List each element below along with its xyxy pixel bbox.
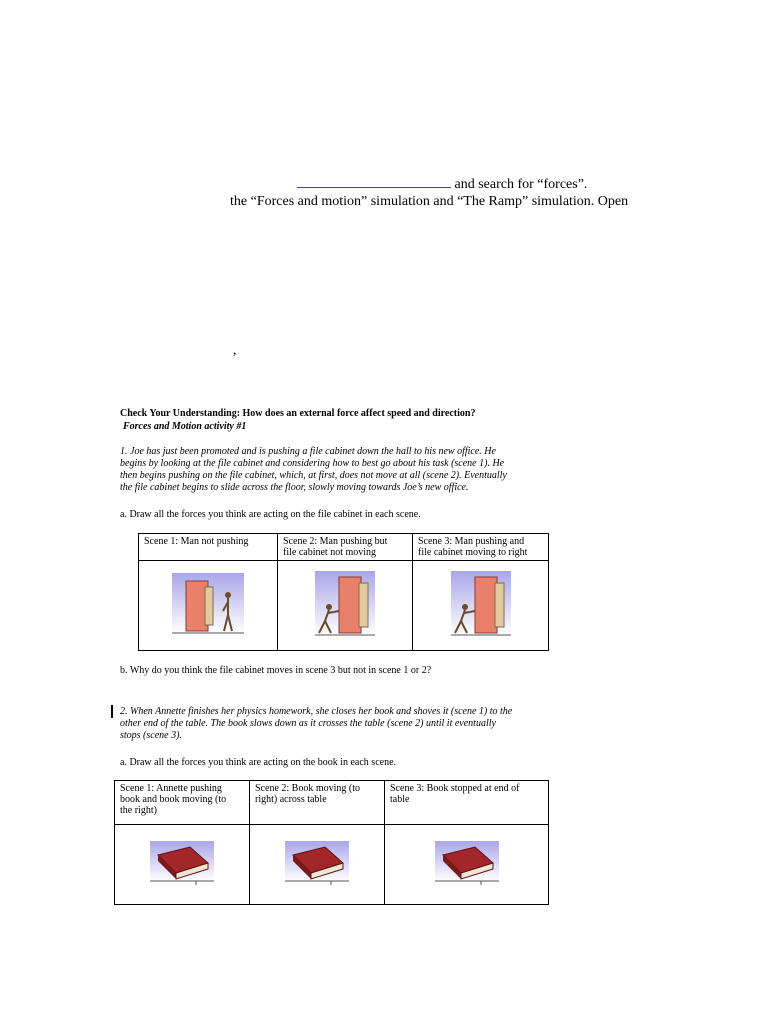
q1-header-text: file cabinet moving to right (418, 547, 528, 558)
q2-text-line: stops (scene 3). (120, 730, 182, 741)
q1-image-cell-1 (139, 561, 278, 651)
q1-header-scene-1 (139, 534, 278, 561)
q1-text-line: then begins pushing on the file cabinet, which, at first, does not move at all (scene 2). Eventually (120, 470, 507, 481)
q2-text (120, 706, 512, 742)
q1-header-text: Scene 3: Man pushing and (418, 536, 525, 547)
q2-image-cell-1 (115, 825, 250, 905)
q1-scene-table (138, 533, 549, 651)
q2-part-a: a. Draw all the forces you think are acting on the book in each scene. (120, 757, 397, 768)
intro-line-1-text: and search for “forces”. (454, 177, 588, 192)
q1-text-line: 1. Joe has just been promoted and is pushing a file cabinet down the hall to his new office. He (120, 446, 496, 457)
q2-header-text: Scene 3: Book stopped at end of (390, 783, 520, 794)
stray-mark: , (233, 343, 237, 358)
intro-line-2: the “Forces and motion” simulation and “The Ramp” simulation. Open (230, 194, 629, 209)
q1-image-cell-3 (413, 561, 549, 651)
q2-image-row (115, 825, 549, 905)
q2-header-text: book and book moving (to (120, 794, 227, 805)
book-image (285, 841, 349, 885)
q1-header-text: file cabinet not moving (283, 547, 377, 558)
q1-header-row (139, 534, 549, 561)
section-title: Check Your Understanding: How does an external force affect speed and direction? (120, 408, 476, 419)
intro-line-1 (297, 175, 587, 193)
q1-part-a: a. Draw all the forces you think are acting on the file cabinet in each scene. (120, 509, 421, 520)
q2-header-scene-2 (250, 781, 385, 825)
q1-text (120, 446, 507, 494)
url-blank-link[interactable] (297, 175, 451, 188)
q2-header-row (115, 781, 549, 825)
q1-part-b: b. Why do you think the file cabinet moves in scene 3 but not in scene 1 or 2? (120, 665, 432, 676)
q2-image-cell-3 (385, 825, 549, 905)
book-image (150, 841, 214, 885)
q2-text-line: 2. When Annette finishes her physics homework, she closes her book and shoves it (scene 1) to the (120, 706, 513, 717)
q2-image-cell-2 (250, 825, 385, 905)
man-pushing-moving-cabinet-image (451, 571, 511, 637)
q1-image-row (139, 561, 549, 651)
q2-text-line: other end of the table. The book slows down as it crosses the table (scene 2) until it eventually (120, 718, 496, 729)
section-subtitle: Forces and Motion activity #1 (123, 421, 247, 432)
text-cursor (111, 705, 113, 718)
q1-header-text: Scene 1: Man not pushing (144, 536, 249, 547)
man-pushing-cabinet-image (315, 571, 375, 637)
q1-header-scene-2 (278, 534, 413, 561)
q2-header-text: right) across table (255, 794, 327, 805)
q2-header-text: the right) (120, 805, 157, 816)
book-image (435, 841, 499, 885)
man-standing-by-cabinet-image (172, 573, 244, 635)
q2-header-scene-3 (385, 781, 549, 825)
q1-text-line: the file cabinet begins to slide across the floor, slowly moving towards Joe’s new office. (120, 482, 469, 493)
q2-header-scene-1 (115, 781, 250, 825)
q1-text-line: begins by looking at the file cabinet and considering how to best go about his task (scene 1). He (120, 458, 505, 469)
q2-header-text: Scene 1: Annette pushing (120, 783, 222, 794)
q2-scene-table (114, 780, 549, 905)
q1-image-cell-2 (278, 561, 413, 651)
q2-header-text: Scene 2: Book moving (to (255, 783, 360, 794)
q1-header-text: Scene 2: Man pushing but (283, 536, 388, 547)
q2-header-text: table (390, 794, 410, 805)
q1-header-scene-3 (413, 534, 549, 561)
